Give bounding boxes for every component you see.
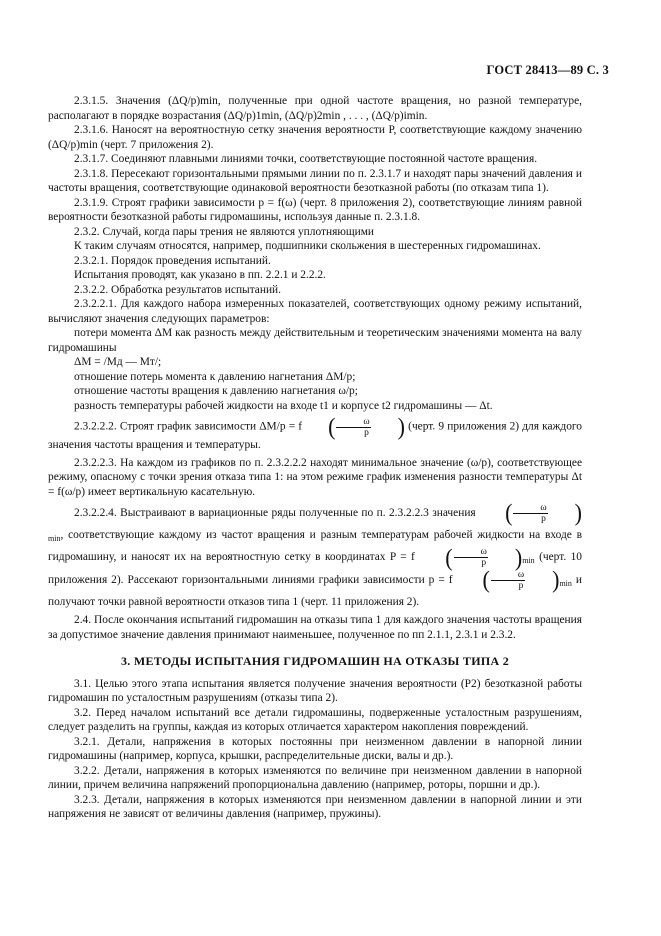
section-heading: 3. МЕТОДЫ ИСПЫТАНИЯ ГИДРОМАШИН НА ОТКАЗЫ ТИПА 2 xyxy=(120,654,510,669)
paragraph-with-formula: 2.3.2.2.2. Строят график зависимости ΔM/p = f ( $\frac{\omega}{p}$ ) (черт. 9 приложения 2) для каждого значения частоты вращения и температуры. xyxy=(48,412,582,451)
paragraph: 3.2.2. Детали, напряжения в которых изменяются по величине при неизменном давлении в напорной линии, причем величина напряжений пропорциональна давлению (например, роторы, поршни и др.). xyxy=(48,764,582,792)
text-segment: и получают точки равной вероятности отказов типа 1 (черт. 11 приложения 2). xyxy=(48,573,582,609)
paragraph: разность температуры рабочей жидкости на входе t1 и корпусе t2 гидромашины — Δt. xyxy=(74,399,493,412)
subscript: min xyxy=(522,556,535,566)
formula-line: ΔM = /Mд — Mт/; xyxy=(74,356,162,368)
page-header: ГОСТ 28413—89 С. 3 xyxy=(486,63,609,77)
paragraph: 3.2. Перед началом испытаний все детали гидромашины, подверженные усталостным разрушениям, следует разделить на группы, каждая из которых отличается характером накопления повреждений. xyxy=(48,706,582,734)
fraction-numerator: ω xyxy=(336,417,370,428)
fraction xyxy=(336,417,370,438)
fraction-denominator: p xyxy=(541,513,546,524)
paragraph: 2.3.1.5. Значения (ΔQ/p)min, полученные при одной частоте вращения, но разной температуре, располагают в порядке возрастания (ΔQ/p)1min, (ΔQ/p)2min , . . . , (ΔQ/p)imin. xyxy=(48,95,582,122)
subscript: min xyxy=(559,578,572,588)
fraction-numerator: ω xyxy=(491,570,525,581)
paragraph: 2.4. После окончания испытаний гидромашин на отказы типа 1 для каждого значения частоты вращения за допустимое значение давления принимают наименьшее, полученное по пп 2.1.1, 2.3.1 и 2.3.2. xyxy=(48,614,582,641)
fraction xyxy=(513,503,547,524)
paragraph: отношение потерь момента к давлению нагнетания ΔM/p; xyxy=(74,370,356,383)
paragraph: 3.2.1. Детали, напряжения в которых постоянны при неизменном давлении в напорной линии гидромашины (например, корпуса, крышки, распределительные диски, валы и др.). xyxy=(48,735,582,763)
paragraph: 2.3.1.7. Соединяют плавными линиями точки, соответствующие постоянной частоте вращения. xyxy=(74,153,538,165)
paragraph: 2.3.2.2.1. Для каждого набора измеренных показателей, соответствующих одному режиму испытаний, вычисляют значения следующих параметров: xyxy=(48,298,582,325)
text-segment: , соответствующие каждому из частот вращения и разным температурам рабочей жидкости на входе в гидромашину, и наносят их на вероятностную сетку в координатах P = f xyxy=(48,529,582,564)
paragraph: потери момента ΔM как разность между действительным и теоретическим значениями момента на валу гидромашины xyxy=(48,327,582,354)
fraction-numerator: ω xyxy=(454,547,488,558)
fraction-denominator: p xyxy=(518,580,524,591)
paragraph: К таким случаям относятся, например, подшипники скольжения в шестеренных гидромашинах. xyxy=(74,240,541,252)
paragraph: 3.1. Целью этого этапа испытания является получение значения вероятности (P2) безотказной работы гидромашин по усталостным разрушениям (отказы типа 2). xyxy=(48,677,582,705)
paragraph-with-formula: 2.3.2.2.4. Выстраивают в вариационные ряды полученные по п. 2.3.2.2.3 значения ( $\frac{\omega}{p}$ )$_{min}$, соответствующие каждому из частот вращения и разным температурам рабочей жидкости на входе в гидромашину, и наносят их на вероятностную сетку в координатах P = f ( $\frac{\omega}{p}$ )$_{min}$ (черт. 10 приложения 2). Рассекают горизонтальными линиями графики зависимости p = f ( $\frac{\omega}{p}$ )$_{min}$ и получают точки равной вероятности отказов типа 1 (черт. 11 приложения 2). xyxy=(48,499,582,609)
paragraph: Испытания проводят, как указано в пп. 2.2.1 и 2.2.2. xyxy=(74,269,326,281)
paragraph: 3.2.3. Детали, напряжения в которых изменяются при неизменном давлении в напорной линии и эти напряжения не зависят от величины давления (например, пружины). xyxy=(48,793,582,821)
paragraph: 2.3.2.2.3. На каждом из графиков по п. 2.3.2.2.2 находят минимальное значение (ω/p), соответствующее режиму, опасному с точки зрения отказа типа 1: на этом режиме график изменения разности температуры Δt = f(ω/p) имеет вертикальную касательную. xyxy=(48,456,582,498)
text-segment: 2.3.2.2.4. Выстраивают в вариационные ряды полученные по п. 2.3.2.2.3 значения xyxy=(74,507,476,519)
text-segment: (черт. 9 приложения 2) для каждого значения частоты вращения и температуры. xyxy=(48,420,582,451)
paragraph: 2.3.1.6. Наносят на вероятностную сетку значения вероятности P, соответствующие каждому значению (ΔQ/p)min (черт. 7 приложения 2). xyxy=(48,124,582,151)
text-segment: 2.3.2.2.2. Строят график зависимости ΔM/p = f xyxy=(74,420,303,433)
text-segment: (черт. 10 приложения 2). Рассекают горизонтальными линиями графики зависимости p = f xyxy=(48,551,582,586)
fraction-denominator: p xyxy=(364,427,369,438)
fraction xyxy=(491,570,525,591)
paragraph: 2.3.2. Случай, когда пары трения не являются уплотняющими xyxy=(74,225,374,238)
paragraph: 2.3.1.9. Строят графики зависимости p = f(ω) (черт. 8 приложения 2), соответствующие линиям равной вероятности безотказной работы гидромашины, используя данные п. 2.3.1.8. xyxy=(48,196,582,223)
subscript: min xyxy=(48,534,61,544)
fraction-denominator: p xyxy=(481,558,487,569)
document-body xyxy=(48,94,582,822)
fraction-numerator: ω xyxy=(513,503,547,514)
paragraph: 2.3.2.1. Порядок проведения испытаний. xyxy=(74,254,271,267)
paragraph: 2.3.2.2. Обработка результатов испытаний. xyxy=(74,283,281,296)
paragraph: 2.3.1.8. Пересекают горизонтальными прямыми линии по п. 2.3.1.7 и находят пары значений давления и частоты вращения, соответствующие одинаковой вероятности безотказной работы (по отказам типа 1). xyxy=(48,167,582,194)
paragraph: отношение частоты вращения к давлению нагнетания ω/p; xyxy=(74,385,358,397)
